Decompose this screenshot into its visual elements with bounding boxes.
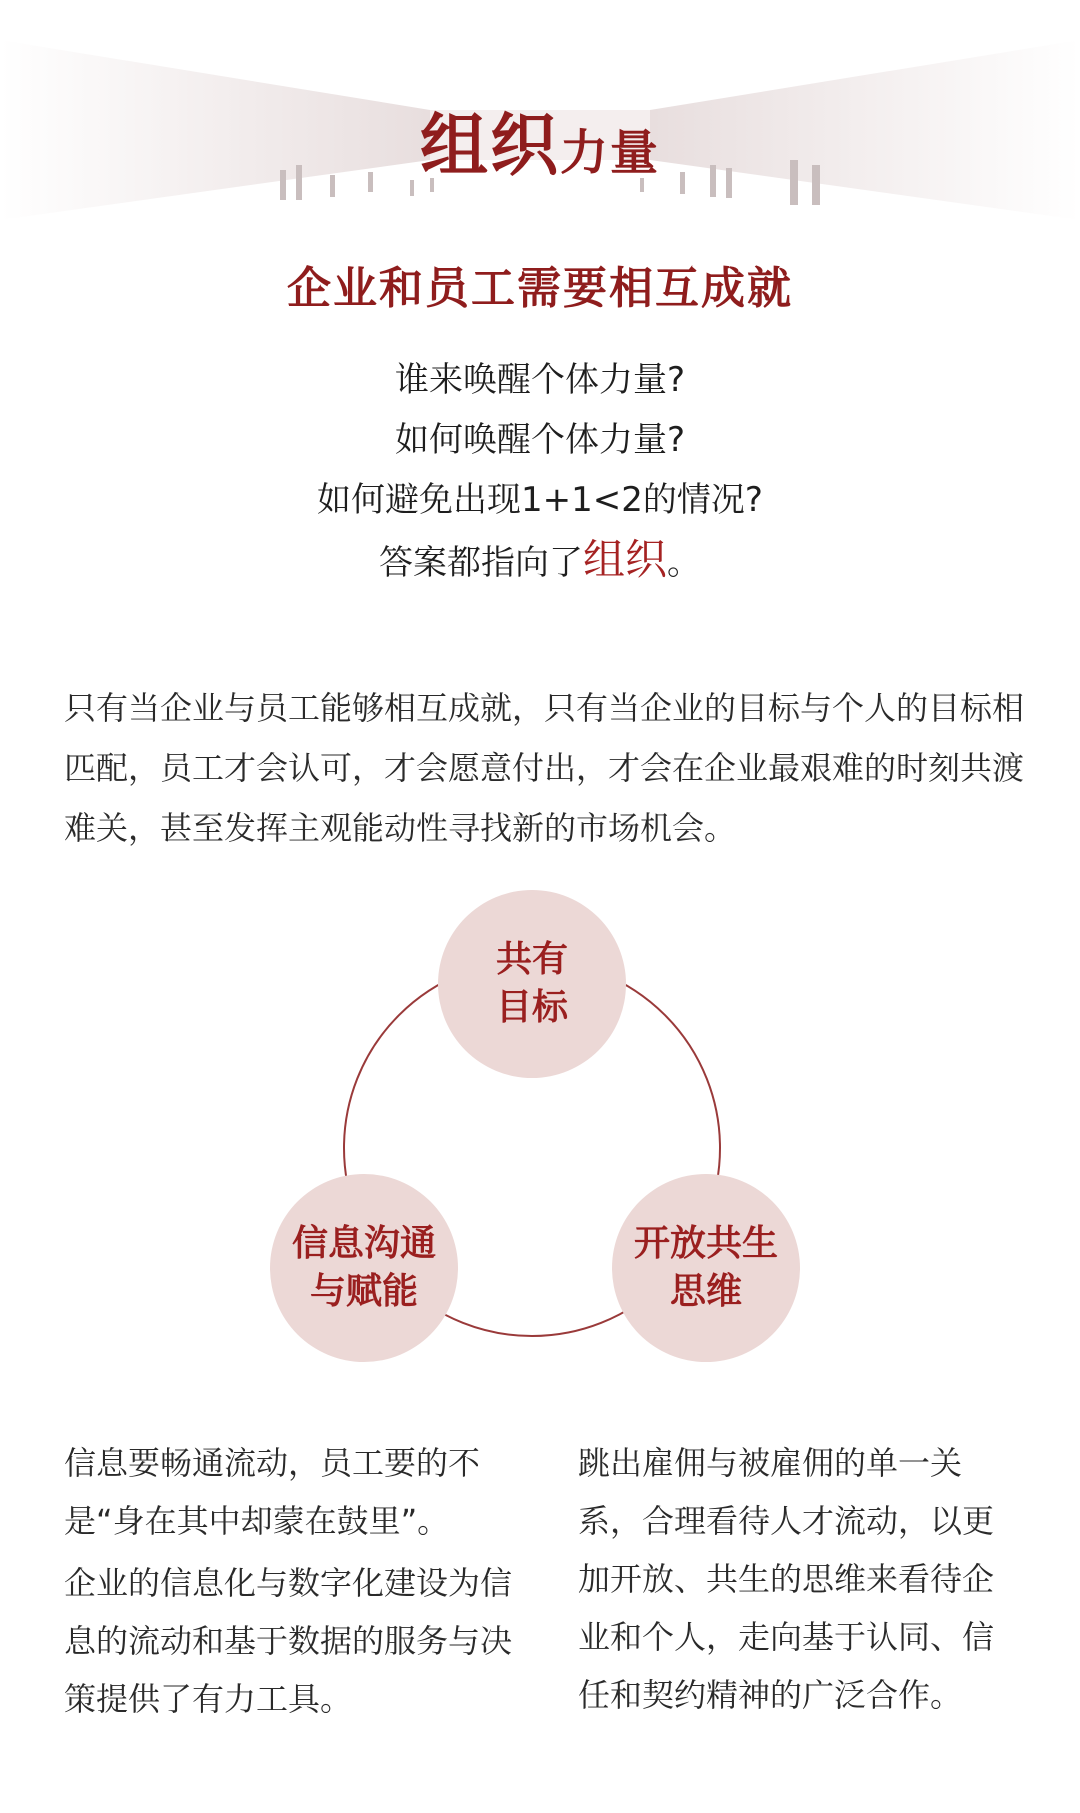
answer-prefix: 答案都指向了 xyxy=(378,543,583,583)
node-shared-goal xyxy=(438,890,626,1078)
right-column-text xyxy=(578,1434,1018,1728)
right-paragraph-1: 跳出雇佣与被雇佣的单一关系，合理看待人才流动，以更加开放、共生的思维来看待企业和个人，走向基于认同、信任和契约精神的广泛合作。 xyxy=(578,1444,995,1714)
subtitle: 企业和员工需要相互成就 xyxy=(287,263,793,314)
left-paragraph-2: 企业的信息化与数字化建设为信息的流动和基于数据的服务与决策提供了有力工具。 xyxy=(64,1564,513,1718)
triangle-diagram xyxy=(0,890,1080,1400)
answer-suffix: 。 xyxy=(667,543,701,583)
question-line-3: 如何避免出现1+1<2的情况? xyxy=(317,480,763,520)
node-information xyxy=(270,1174,458,1362)
node-shared-goal-line2: 目标 xyxy=(495,987,568,1028)
question-line-1: 谁来唤醒个体力量? xyxy=(394,360,686,400)
node-information-line1: 信息沟通 xyxy=(291,1223,436,1264)
title-small-text: 力量 xyxy=(560,125,661,181)
intro-paragraph: 只有当企业与员工能够相互成就，只有当企业的目标与个人的目标相匹配，员工才会认可，才会愿意付出，才会在企业最艰难的时刻共渡难关，甚至发挥主观能动性寻找新的市场机会。 xyxy=(64,689,1025,847)
page-title xyxy=(0,92,1080,189)
node-shared-goal-line1: 共有 xyxy=(495,939,568,980)
node-open-mindset-line2: 思维 xyxy=(669,1271,742,1312)
left-paragraph-1: 信息要畅通流动，员工要的不是“身在其中却蒙在鼓里”。 xyxy=(64,1444,481,1540)
node-open-mindset xyxy=(612,1174,800,1362)
node-open-mindset-line1: 开放共生 xyxy=(633,1223,778,1264)
answer-line xyxy=(0,530,1080,593)
left-column-text xyxy=(64,1434,524,1732)
title-main-text: 组织 xyxy=(419,107,560,186)
question-line-2: 如何唤醒个体力量? xyxy=(394,420,686,460)
questions-block xyxy=(0,350,1080,593)
node-information-line2: 与赋能 xyxy=(309,1271,418,1312)
answer-highlight: 组织 xyxy=(582,535,667,584)
